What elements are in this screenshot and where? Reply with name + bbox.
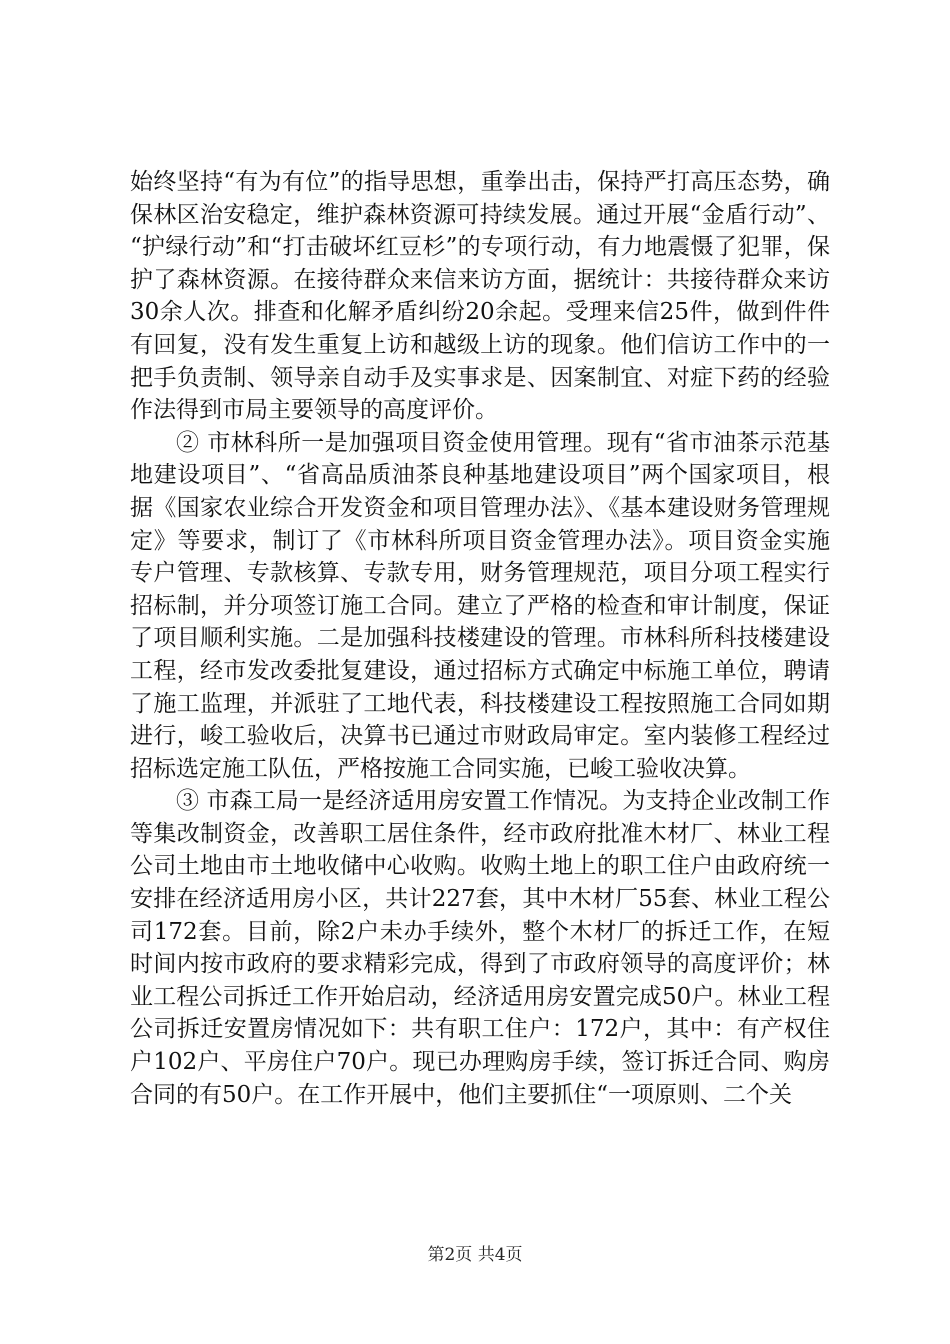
paragraph-continuation: 始终坚持“有为有位”的指导思想，重拳出击，保持严打高压态势，确保林区治安稳定，维护森林资源可持续发展。通过开展“金盾行动”、“护绿行动”和“打击破坏红豆杉”的专项行动，有力地震慑了犯罪，保护了森林资源。在接待群众来信来访方面，据统计：共接待群众来访30余人次。排查和化解矛盾纠纷20余起。受理来信25件，做到件件有回复，没有发生重复上访和越级上访的现象。他们信访工作中的一把手负责制、领导亲自动手及实事求是、因案制宜、对症下药的经验作法得到市局主要领导的高度评价。: [130, 169, 830, 424]
paragraph-forest-industry-bureau: ③ 市森工局一是经济适用房安置工作情况。为支持企业改制工作等集改制资金，改善职工居住条件，经市政府批准木材厂、林业工程公司土地由市土地收储中心收购。收购土地上的职工住户由政府统一安排在经济适用房小区，共计227套，其中木材厂55套、林业工程公司172套。目前，除2户未办手续外，整个木材厂的拆迁工作，在短时间内按市政府的要求精彩完成，得到了市政府领导的高度评价；林业工程公司拆迁工作开始启动，经济适用房安置完成50户。林业工程公司拆迁安置房情况如下：共有职工住户：172户，其中：有产权住户102户、平房住户70户。现已办理购房手续，签订拆迁合同、购房合同的有50户。在工作开展中，他们主要抓住“一项原则、二个关: [130, 788, 830, 1108]
paragraph-forestry-institute: ② 市林科所一是加强项目资金使用管理。现有“省市油茶示范基地建设项目”、“省高品质油茶良种基地建设项目”两个国家项目，根据《国家农业综合开发资金和项目管理办法》、《基本建设财务管理规定》等要求，制订了《市林科所项目资金管理办法》。项目资金实施专户管理、专款核算、专款专用，财务管理规范，项目分项工程实行招标制，并分项签订施工合同。建立了严格的检查和审计制度，保证了项目顺利实施。二是加强科技楼建设的管理。市林科所科技楼建设工程，经市发改委批复建设，通过招标方式确定中标施工单位，聘请了施工监理，并派驻了工地代表，科技楼建设工程按照施工合同如期进行，峻工验收后，决算书已通过市财政局审定。室内装修工程经过招标选定施工队伍，严格按施工合同实施，已峻工验收决算。: [130, 429, 830, 782]
body-text: [130, 166, 830, 1111]
page-footer: 第2页 共4页: [427, 1245, 523, 1265]
